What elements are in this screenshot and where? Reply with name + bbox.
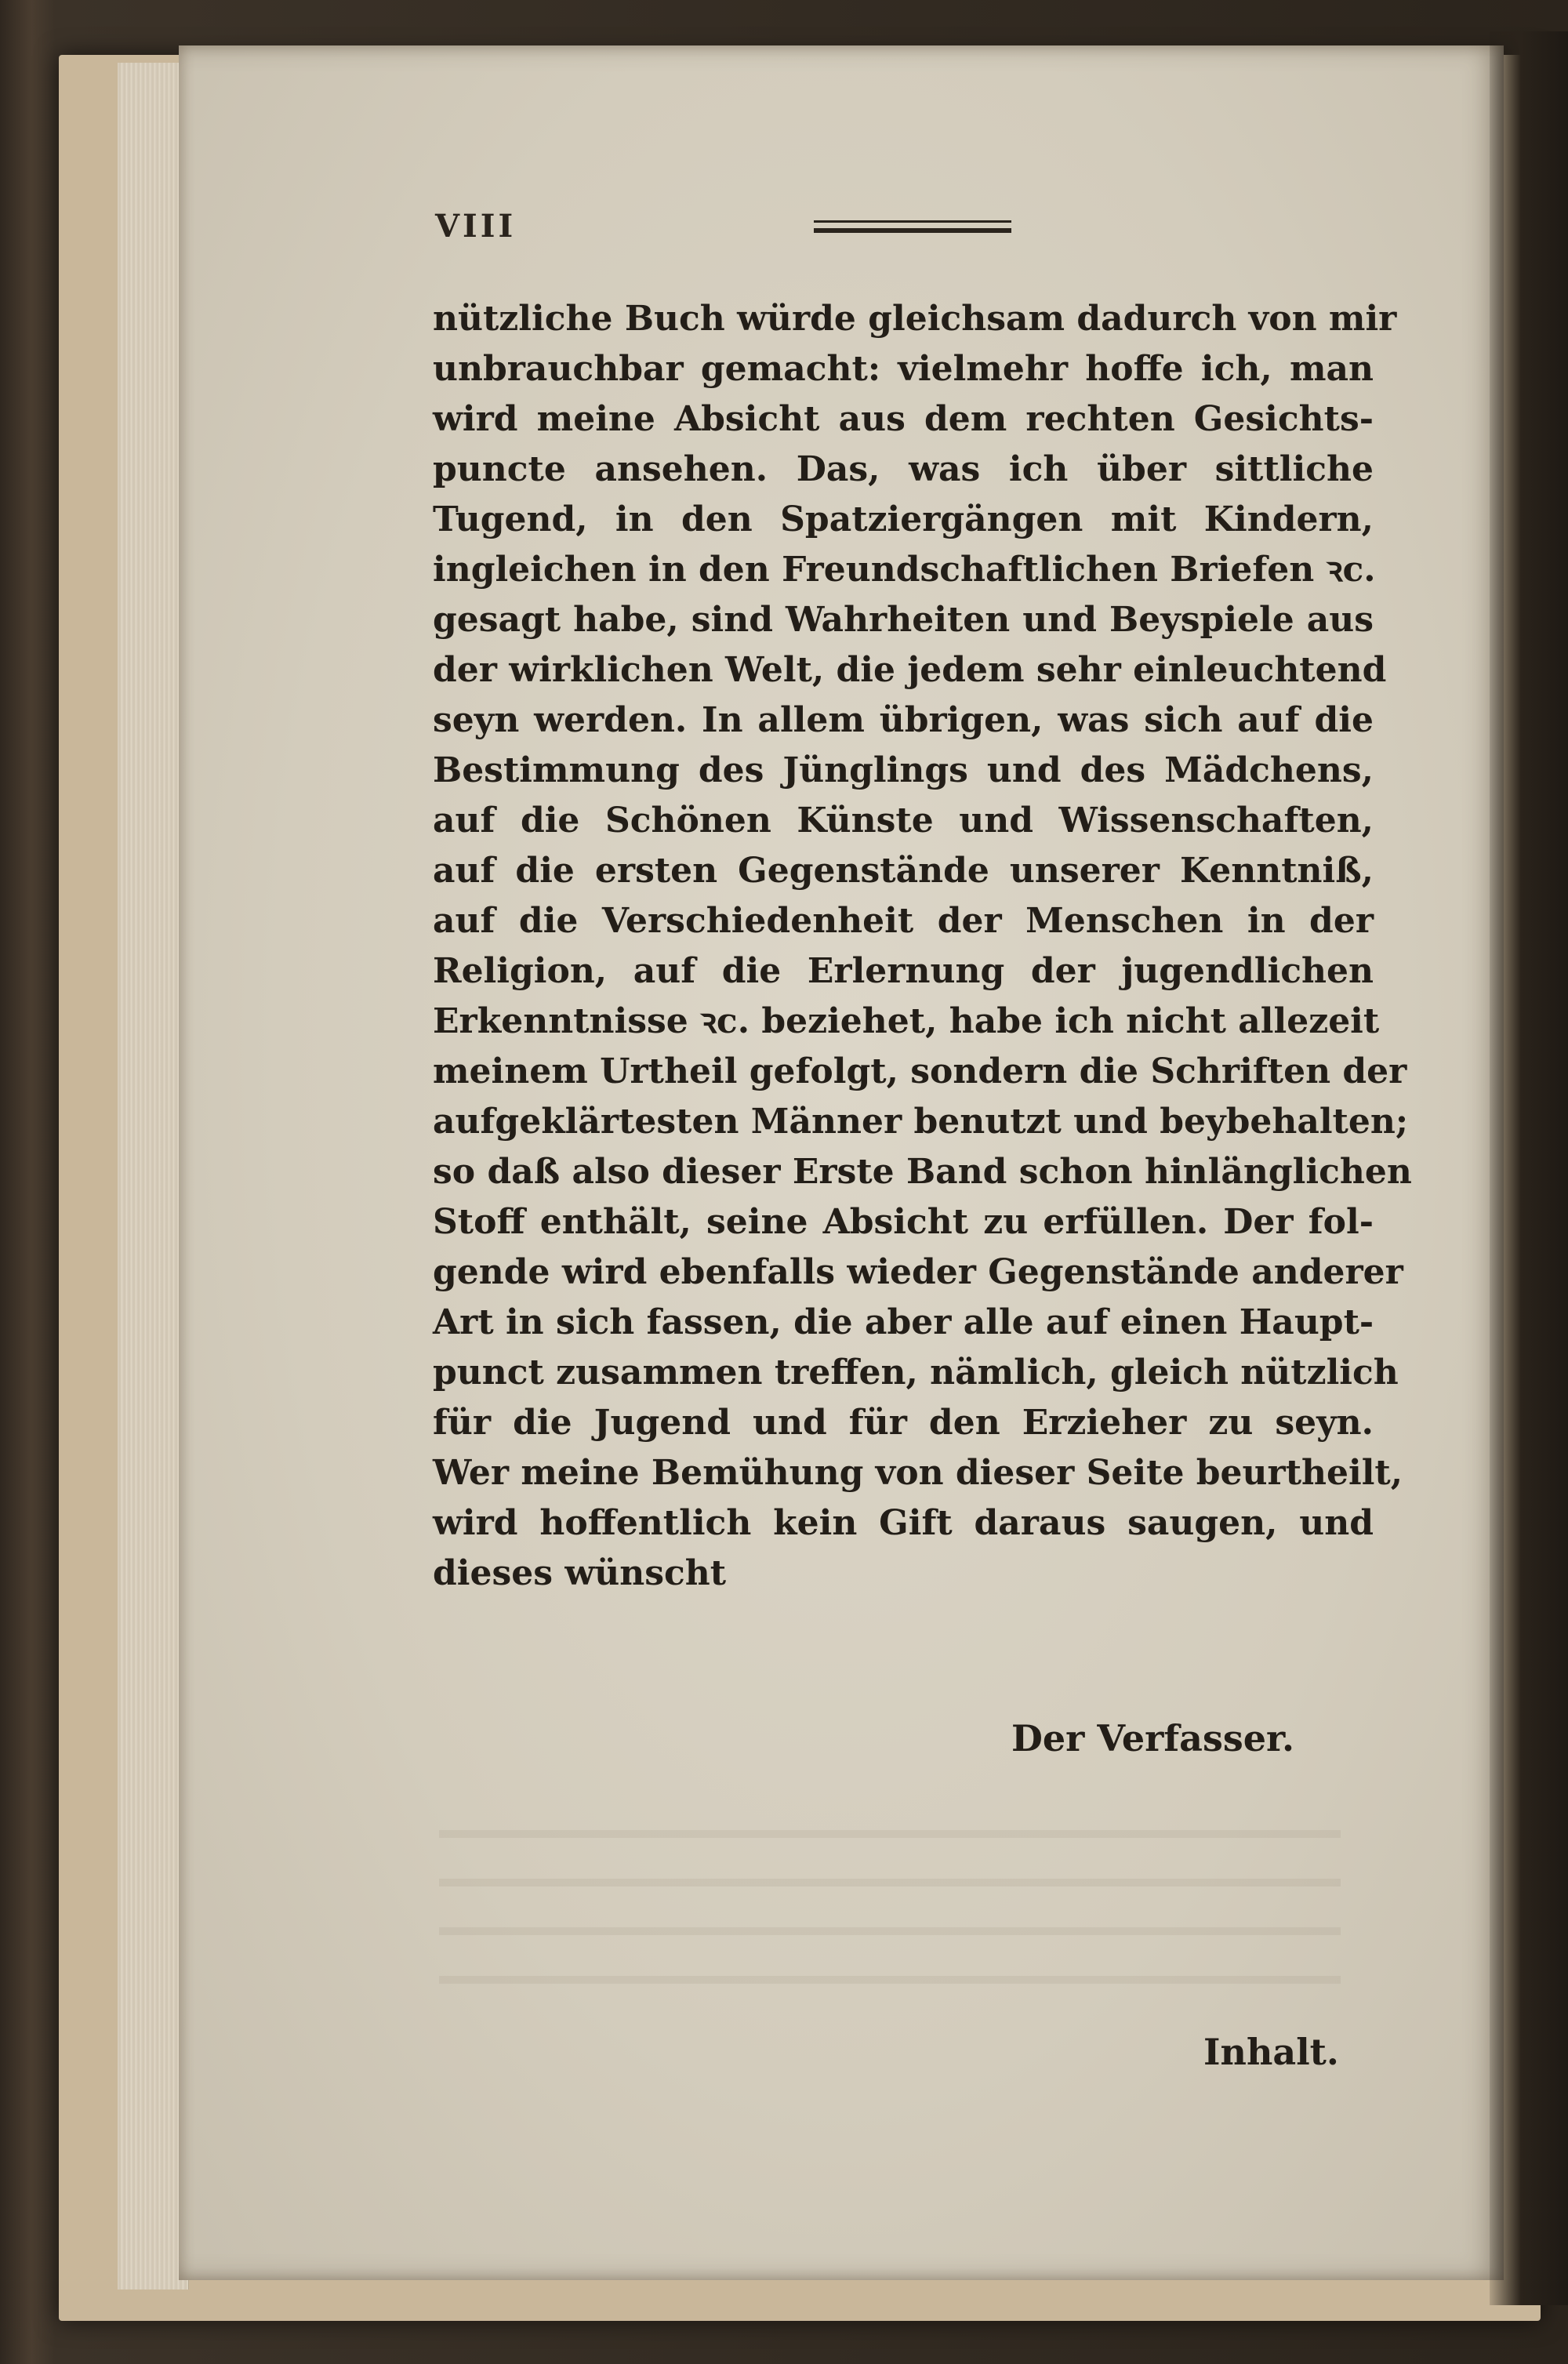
author-signature: Der Verfasser.	[1011, 1717, 1295, 1759]
gutter-shadow	[1490, 31, 1568, 2305]
text-line: auf die ersten Gegenstände unserer Kenntniß,	[433, 851, 1374, 891]
text-line: so daß also dieser Erste Band schon hinlänglichen	[433, 1152, 1412, 1192]
page-number: VIII	[435, 208, 517, 245]
header-rule	[814, 220, 1011, 233]
text-line: Wer meine Bemühung von dieser Seite beurtheilt,	[433, 1453, 1403, 1493]
text-line: auf die Schönen Künste und Wissenschaften,	[433, 801, 1374, 841]
text-line: Stoff enthält, seine Absicht zu erfüllen. Der fol-	[433, 1202, 1374, 1242]
text-line: Tugend, in den Spatziergängen mit Kindern,	[433, 499, 1374, 539]
text-line: Erkenntnisse ꝛc. beziehet, habe ich nicht allezeit	[433, 1001, 1380, 1041]
text-line: gesagt habe, sind Wahrheiten und Beyspiele aus	[433, 600, 1374, 640]
text-line: seyn werden. In allem übrigen, was sich auf die	[433, 700, 1374, 740]
text-line: ingleichen in den Freundschaftlichen Briefen ꝛc.	[433, 550, 1376, 590]
text-line: aufgeklärtesten Männer benutzt und beybehalten;	[433, 1102, 1409, 1142]
text-line: puncte ansehen. Das, was ich über sittliche	[433, 449, 1374, 489]
text-line: Art in sich fassen, die aber alle auf einen Haupt-	[433, 1302, 1374, 1342]
text-line: punct zusammen treffen, nämlich, gleich nützlich	[433, 1353, 1399, 1393]
text-line: Religion, auf die Erlernung der jugendlichen	[433, 951, 1374, 991]
body-text	[433, 294, 1412, 1599]
catchword: Inhalt.	[1203, 2031, 1339, 2073]
text-line: der wirklichen Welt, die jedem sehr einleuchtend	[433, 650, 1387, 690]
text-line: wird meine Absicht aus dem rechten Gesichts-	[433, 399, 1374, 439]
text-line: wird hoffentlich kein Gift daraus saugen, und	[433, 1503, 1374, 1543]
text-line: dieses wünscht	[433, 1553, 727, 1593]
text-line: auf die Verschiedenheit der Menschen in der	[433, 901, 1374, 941]
text-line: gende wird ebenfalls wieder Gegenstände anderer	[433, 1252, 1403, 1292]
text-line: Bestimmung des Jünglings und des Mädchens,	[433, 750, 1374, 790]
text-line: für die Jugend und für den Erzieher zu seyn.	[433, 1403, 1374, 1443]
text-line: unbrauchbar gemacht: vielmehr hoffe ich, man	[433, 349, 1374, 389]
text-line: meinem Urtheil gefolgt, sondern die Schriften der	[433, 1051, 1407, 1091]
bleed-through	[439, 1803, 1341, 1992]
text-line: nützliche Buch würde gleichsam dadurch von mir	[433, 299, 1397, 339]
